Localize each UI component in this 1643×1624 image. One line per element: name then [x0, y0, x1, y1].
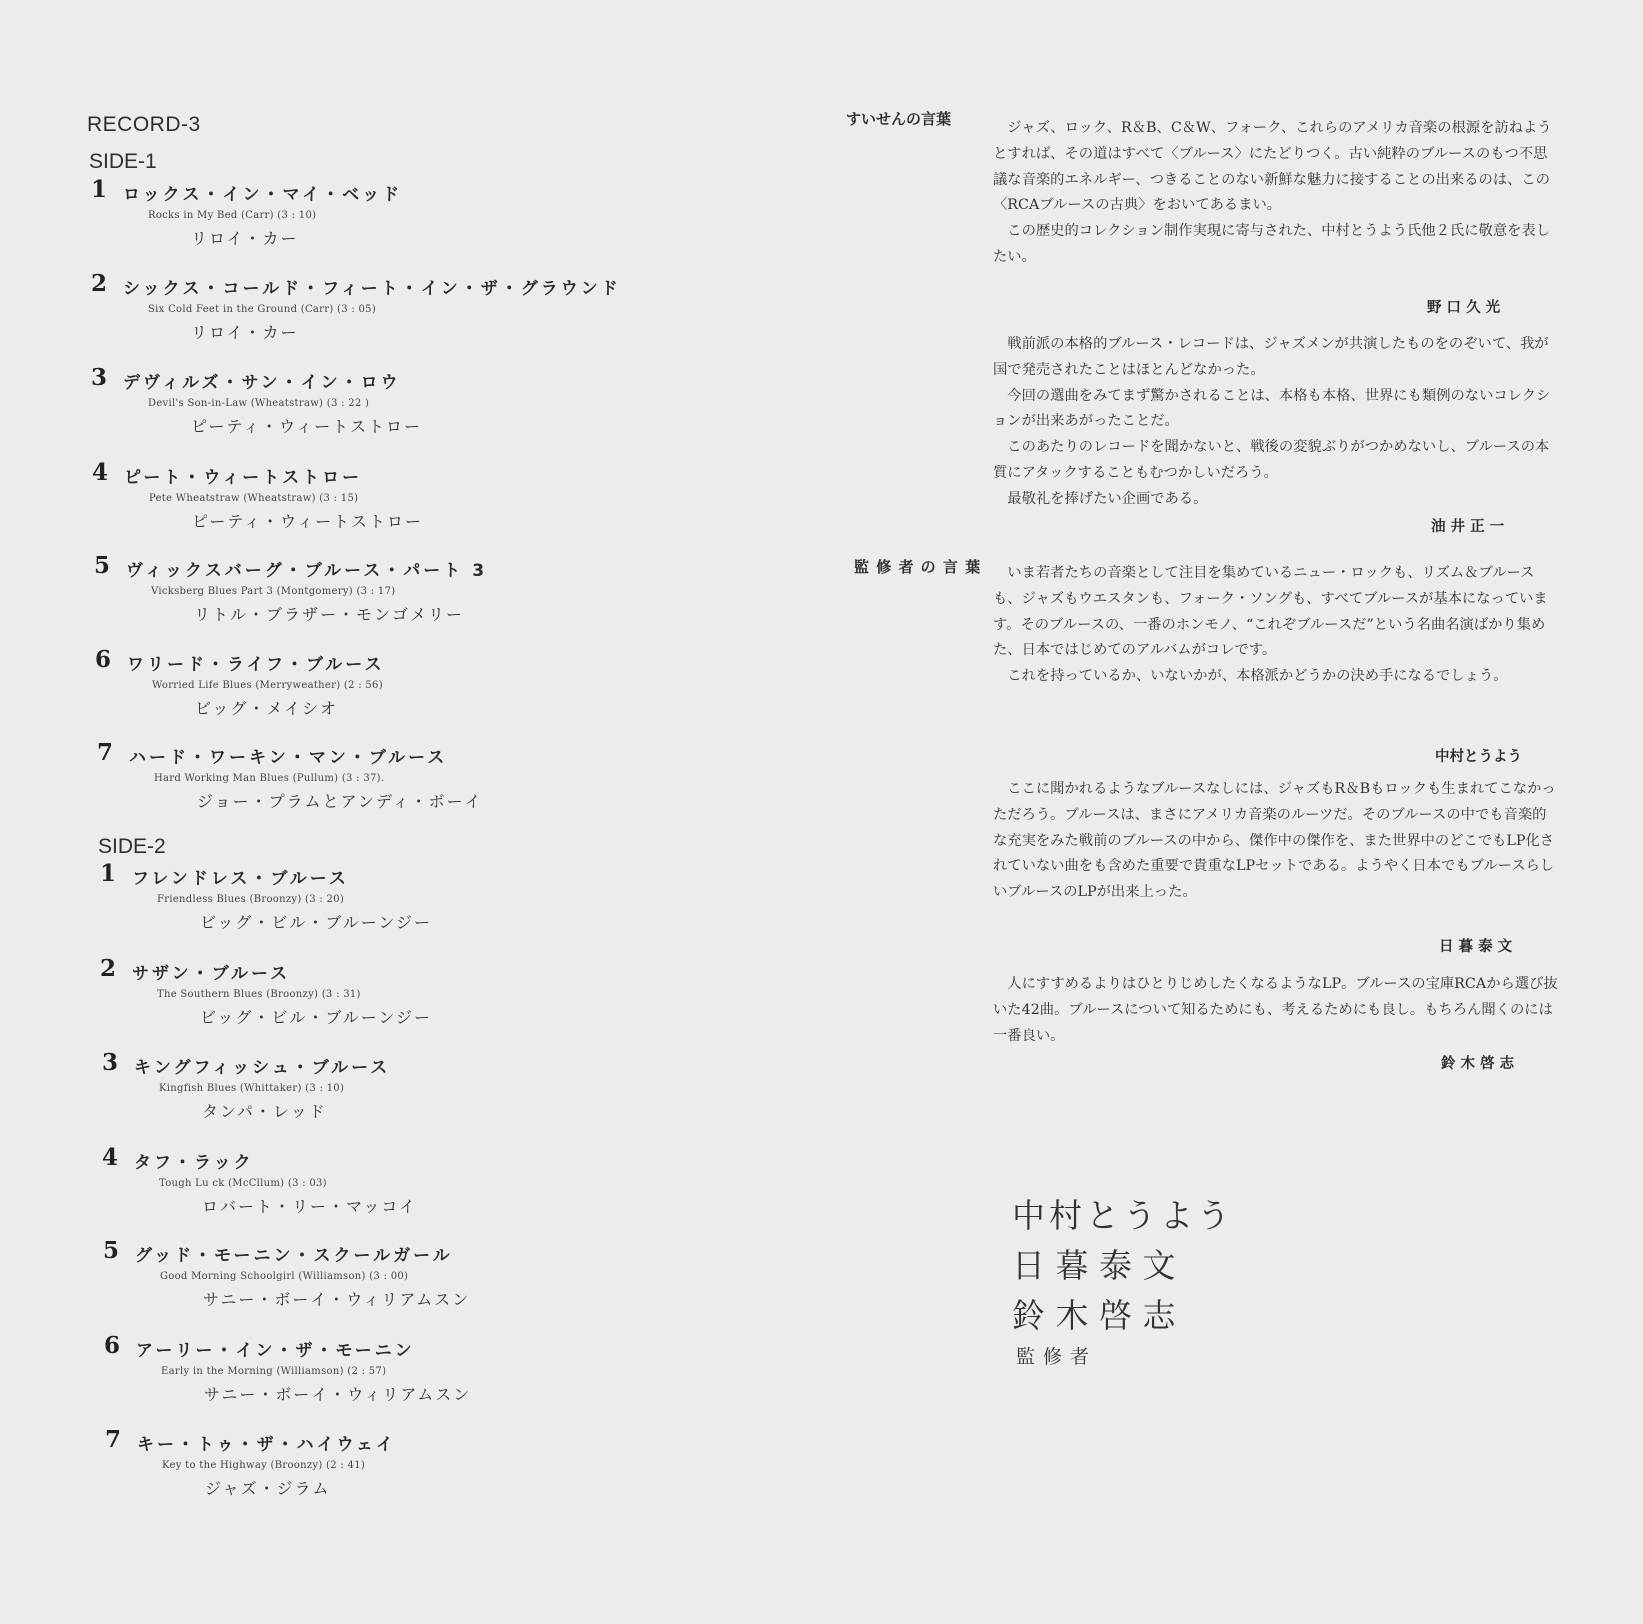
- track-number: 3: [91, 364, 108, 391]
- side-1-label: SIDE-1: [89, 150, 157, 173]
- track-english-title: Vicksberg Blues Part 3 (Montgomery) (3 : 17): [151, 586, 396, 597]
- track-english-title: Pete Wheatstraw (Wheatstraw) (3 : 15): [149, 493, 359, 504]
- track-number: 1: [91, 176, 108, 203]
- track-english-title: Hard Working Man Blues (Pullum) (3 : 37).: [154, 773, 385, 784]
- track-title: サザン・ブルース: [132, 964, 291, 984]
- signature: 鈴 木 啓 志: [1441, 1056, 1515, 1072]
- track-title: ハード・ワーキン・マン・ブルース: [129, 748, 448, 768]
- paragraph-text: この歴史的コレクション制作実現に寄与された、中村とうよう氏他２氏に敬意を表したい。: [993, 223, 1551, 265]
- track-number: 1: [100, 860, 117, 887]
- track-number: 2: [91, 270, 108, 297]
- record-title: RECORD-3: [87, 113, 201, 136]
- track-number: 4: [102, 1144, 119, 1171]
- editor-name: 中村とうよう: [1012, 1196, 1234, 1235]
- paragraph-text: 戦前派の本格的ブルース・レコードは、ジャズメンが共演したものをのぞいて、我が国で発売されたことはほとんどなかった。: [993, 336, 1549, 378]
- track-english-title: The Southern Blues (Broonzy) (3 : 31): [157, 989, 361, 1000]
- signature: 中村とうよう: [1435, 749, 1522, 765]
- track-artist: ピーティ・ウィートストロー: [192, 512, 423, 531]
- track-number: 2: [100, 955, 117, 982]
- track-english-title: Tough Lu ck (McCllum) (3 : 03): [159, 1178, 327, 1189]
- track-title: フレンドレス・ブルース: [132, 869, 349, 889]
- paragraph-text: 最敬礼を捧げたい企画である。: [1007, 490, 1208, 507]
- track-artist: ビッグ・ビル・ブルーンジー: [200, 1008, 433, 1027]
- track-artist: ビッグ・ビル・ブルーンジー: [200, 913, 433, 932]
- track-number: 7: [105, 1426, 122, 1453]
- track-title: キングフィッシュ・ブルース: [134, 1058, 391, 1078]
- track-english-title: Early in the Morning (Williamson) (2 : 57): [161, 1366, 387, 1377]
- track-number: 5: [94, 552, 111, 579]
- track-title: ロックス・イン・マイ・ベッド: [123, 185, 403, 205]
- track-number: 5: [103, 1237, 120, 1264]
- track-artist: サニー・ボーイ・ウィリアムスン: [203, 1290, 471, 1309]
- paragraph-text: 人にすすめるよりはひとりじめしたくなるようなLP。ブルースの宝庫RCAから選び抜いた42曲。ブルースについて知るためにも、考えるためにも良し。もちろん聞くのには一番良い。: [993, 976, 1558, 1044]
- track-title: グッド・モーニン・スクールガール: [135, 1246, 453, 1266]
- track-english-title: Kingfish Blues (Whittaker) (3 : 10): [159, 1083, 345, 1094]
- track-number: 6: [104, 1332, 121, 1359]
- track-artist: リロイ・カー: [191, 229, 299, 248]
- track-title: キー・トゥ・ザ・ハイウェイ: [137, 1435, 396, 1455]
- paragraph-text: いま若者たちの音楽として注目を集めているニュー・ロックも、リズム＆ブルースも、ジャズもウエスタンも、フォーク・ソングも、すべてブルースが基本になっています。そのブルースの、一番のホンモノ、“これぞブルースだ”という名曲名演ばかり集めた、日本ではじめてのアルバムがコレです。: [993, 565, 1548, 659]
- track-number: 3: [102, 1049, 119, 1076]
- track-artist: リロイ・カー: [191, 323, 299, 342]
- editor-name: 日 暮 泰 文: [1012, 1246, 1176, 1285]
- recommendation-heading: すいせんの言葉: [846, 110, 952, 128]
- supervisors-paragraph: [993, 972, 1558, 1049]
- editors-label: 監修者: [1016, 1346, 1098, 1368]
- track-title: アーリー・イン・ザ・モーニン: [136, 1341, 415, 1361]
- supervisors-heading: 監 修 者 の 言 葉: [854, 558, 982, 576]
- track-artist: タンパ・レッド: [202, 1102, 327, 1121]
- track-title: ヴィックスバーグ・ブルース・パート 3: [126, 561, 488, 581]
- supervisors-paragraph: [993, 561, 1558, 690]
- track-number: 7: [97, 739, 114, 766]
- track-number: 6: [95, 646, 112, 673]
- signature: 油 井 正 一: [1431, 519, 1505, 535]
- track-artist: ビッグ・メイシオ: [195, 699, 339, 718]
- track-english-title: Good Morning Schoolgirl (Williamson) (3 : 00): [160, 1271, 409, 1282]
- track-artist: ピーティ・ウィートストロー: [191, 417, 422, 436]
- track-english-title: Worried Life Blues (Merryweather) (2 : 56): [152, 680, 383, 691]
- track-artist: ロバート・リー・マッコイ: [202, 1197, 417, 1216]
- paragraph-text: このあたりのレコードを聞かないと、戦後の変貌ぶりがつかめないし、ブルースの本質にアタックすることもむつかしいだろう。: [993, 439, 1550, 481]
- paragraph-text: ここに聞かれるようなブルースなしには、ジャズもR＆Bもロックも生まれてこなかっただろう。ブルースは、まさにアメリカ音楽のルーツだ。そのブルースの中でも音楽的な充実をみた戦前のブルースの中から、傑作中の傑作を、また世界中のどこでもLP化されていない曲をも含めた重要で貴重なLPセットである。ようやく日本でもブルースらしいブルースのLPが出来上った。: [993, 781, 1556, 901]
- track-title: シックス・コールド・フィート・イン・ザ・グラウンド: [123, 279, 621, 299]
- paragraph-text: これを持っているか、いないかが、本格派かどうかの決め手になるでしょう。: [1007, 668, 1508, 685]
- track-number: 4: [92, 459, 109, 486]
- signature: 日 暮 泰 文: [1439, 939, 1513, 955]
- track-title: タフ・ラック: [134, 1153, 254, 1173]
- track-artist: サニー・ボーイ・ウィリアムスン: [204, 1385, 472, 1404]
- track-english-title: Rocks in My Bed (Carr) (3 : 10): [148, 210, 317, 221]
- supervisors-paragraph: [993, 777, 1558, 906]
- track-artist: リトル・ブラザー・モンゴメリー: [194, 605, 465, 624]
- track-artist: ジャズ・ジラム: [205, 1479, 331, 1498]
- track-english-title: Devil's Son-in-Law (Wheatstraw) (3 : 22 ): [148, 398, 370, 409]
- track-title: デヴィルズ・サン・イン・ロウ: [123, 373, 401, 393]
- paragraph-text: ジャズ、ロック、R＆B、C＆W、フォーク、これらのアメリカ音楽の根源を訪ねようとすれば、その道はすべて〈ブルース〉にたどりつく。古い純粋のブルースのもつ不思議な音楽的エネルギー、つきることのない新鮮な魅力に接することの出来るのは、この〈RCAブルースの古典〉をおいてあるまい。: [993, 120, 1552, 214]
- track-english-title: Friendless Blues (Broonzy) (3 : 20): [157, 894, 345, 905]
- track-english-title: Six Cold Feet in the Ground (Carr) (3 : 05): [148, 304, 377, 315]
- recommendation-paragraph: [993, 116, 1558, 271]
- paragraph-text: 今回の選曲をみてまず驚かされることは、本格も本格、世界にも類例のないコレクションが出来あがったことだ。: [993, 387, 1551, 430]
- recommendation-paragraph: [993, 332, 1558, 513]
- track-title: ピート・ウィートストロー: [124, 468, 363, 488]
- editor-name: 鈴 木 啓 志: [1012, 1296, 1176, 1335]
- signature: 野 口 久 光: [1427, 300, 1501, 316]
- track-title: ワリード・ライフ・ブルース: [127, 655, 385, 675]
- side-2-label: SIDE-2: [98, 835, 166, 858]
- track-english-title: Key to the Highway (Broonzy) (2 : 41): [162, 1460, 366, 1471]
- track-artist: ジョー・プラムとアンディ・ボーイ: [197, 792, 483, 811]
